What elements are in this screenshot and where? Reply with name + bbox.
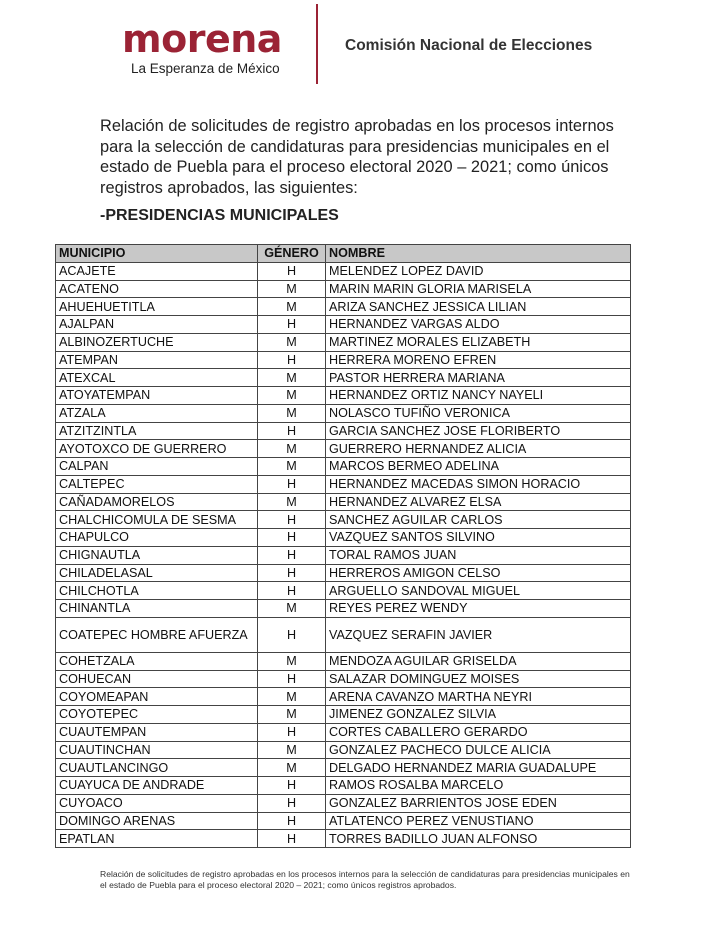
table-row (56, 298, 631, 316)
table-row (56, 777, 631, 795)
cell-nombre: HERREROS AMIGON CELSO (326, 564, 631, 582)
cell-genero: H (258, 511, 326, 529)
cell-nombre: VAZQUEZ SANTOS SILVINO (326, 529, 631, 547)
cell-nombre: REYES PEREZ WENDY (326, 600, 631, 618)
table-row (56, 422, 631, 440)
cell-genero: M (258, 333, 326, 351)
cell-municipio: EPATLAN (56, 830, 258, 848)
cell-nombre: PASTOR HERRERA MARIANA (326, 369, 631, 387)
table-header-row (56, 245, 631, 263)
cell-nombre: ATLATENCO PEREZ VENUSTIANO (326, 812, 631, 830)
cell-nombre: ARIZA SANCHEZ JESSICA LILIAN (326, 298, 631, 316)
cell-municipio: AJALPAN (56, 316, 258, 334)
cell-genero: M (258, 759, 326, 777)
table-row (56, 794, 631, 812)
table-row (56, 546, 631, 564)
cell-genero: H (258, 262, 326, 280)
cell-nombre: ARGUELLO SANDOVAL MIGUEL (326, 582, 631, 600)
table-row (56, 617, 631, 652)
table-row (56, 670, 631, 688)
table-row (56, 688, 631, 706)
cell-nombre: GONZALEZ PACHECO DULCE ALICIA (326, 741, 631, 759)
cell-municipio: CHALCHICOMULA DE SESMA (56, 511, 258, 529)
cell-nombre: JIMENEZ GONZALEZ SILVIA (326, 706, 631, 724)
cell-nombre: MARTINEZ MORALES ELIZABETH (326, 333, 631, 351)
table-body (56, 262, 631, 847)
cell-genero: M (258, 741, 326, 759)
cell-municipio: AHUEHUETITLA (56, 298, 258, 316)
cell-nombre: CORTES CABALLERO GERARDO (326, 723, 631, 741)
cell-genero: H (258, 422, 326, 440)
table-row (56, 316, 631, 334)
cell-genero: H (258, 351, 326, 369)
cell-municipio: AYOTOXCO DE GUERRERO (56, 440, 258, 458)
cell-nombre: HERNANDEZ MACEDAS SIMON HORACIO (326, 475, 631, 493)
cell-nombre: MELENDEZ LOPEZ DAVID (326, 262, 631, 280)
organization-name: Comisión Nacional de Elecciones (345, 37, 593, 54)
cell-nombre: MARIN MARIN GLORIA MARISELA (326, 280, 631, 298)
cell-nombre: GARCIA SANCHEZ JOSE FLORIBERTO (326, 422, 631, 440)
table-row (56, 280, 631, 298)
cell-genero: M (258, 688, 326, 706)
table-row (56, 600, 631, 618)
cell-nombre: VAZQUEZ SERAFIN JAVIER (326, 617, 631, 652)
cell-nombre: SALAZAR DOMINGUEZ MOISES (326, 670, 631, 688)
footer-note: Relación de solicitudes de registro aprobadas en los procesos internos para la selección de candidaturas para presidencias municipales en el estado de Puebla para el proceso electoral 2020 – 2021; como únicos registros aprobados. (100, 869, 630, 890)
cell-genero: M (258, 298, 326, 316)
cell-municipio: CHIGNAUTLA (56, 546, 258, 564)
table-row (56, 830, 631, 848)
cell-municipio: ATOYATEMPAN (56, 387, 258, 405)
header-divider (316, 4, 318, 84)
table-row (56, 564, 631, 582)
table-row (56, 333, 631, 351)
cell-nombre: HERNANDEZ VARGAS ALDO (326, 316, 631, 334)
cell-municipio: COATEPEC HOMBRE AFUERZA (56, 617, 258, 652)
cell-municipio: DOMINGO ARENAS (56, 812, 258, 830)
logo-tagline: La Esperanza de México (131, 61, 280, 76)
cell-genero: M (258, 404, 326, 422)
cell-municipio: CHAPULCO (56, 529, 258, 547)
cell-municipio: ACATENO (56, 280, 258, 298)
cell-genero: M (258, 280, 326, 298)
cell-genero: H (258, 670, 326, 688)
cell-nombre: MENDOZA AGUILAR GRISELDA (326, 652, 631, 670)
cell-nombre: GONZALEZ BARRIENTOS JOSE EDEN (326, 794, 631, 812)
cell-municipio: ATZITZINTLA (56, 422, 258, 440)
cell-municipio: COHUECAN (56, 670, 258, 688)
cell-municipio: CUYOACO (56, 794, 258, 812)
cell-nombre: NOLASCO TUFIÑO VERONICA (326, 404, 631, 422)
intro-paragraph: Relación de solicitudes de registro aprobadas en los procesos internos para la selección de candidaturas para presidencias municipales en el estado de Puebla para el proceso electoral 2020 – 2021; como únicos registros aprobados, las siguientes: (100, 117, 614, 197)
table-row (56, 404, 631, 422)
table-row (56, 262, 631, 280)
cell-municipio: CUAYUCA DE ANDRADE (56, 777, 258, 795)
cell-genero: H (258, 582, 326, 600)
cell-municipio: ATEMPAN (56, 351, 258, 369)
cell-municipio: ATEXCAL (56, 369, 258, 387)
cell-nombre: TORRES BADILLO JUAN ALFONSO (326, 830, 631, 848)
table-row (56, 723, 631, 741)
cell-nombre: HERNANDEZ ORTIZ NANCY NAYELI (326, 387, 631, 405)
section-title: -PRESIDENCIAS MUNICIPALES (100, 207, 339, 224)
cell-municipio: CUAUTLANCINGO (56, 759, 258, 777)
header-nombre: NOMBRE (326, 245, 631, 263)
cell-genero: H (258, 475, 326, 493)
cell-municipio: CUAUTEMPAN (56, 723, 258, 741)
table-row (56, 493, 631, 511)
cell-genero: H (258, 830, 326, 848)
cell-nombre: HERNANDEZ ALVAREZ ELSA (326, 493, 631, 511)
cell-nombre: HERRERA MORENO EFREN (326, 351, 631, 369)
table-row (56, 582, 631, 600)
cell-municipio: ACAJETE (56, 262, 258, 280)
cell-municipio: CALTEPEC (56, 475, 258, 493)
header-municipio: MUNICIPIO (56, 245, 258, 263)
cell-genero: M (258, 458, 326, 476)
cell-municipio: CALPAN (56, 458, 258, 476)
cell-genero: M (258, 652, 326, 670)
cell-municipio: COYOMEAPAN (56, 688, 258, 706)
cell-nombre: TORAL RAMOS JUAN (326, 546, 631, 564)
cell-municipio: COHETZALA (56, 652, 258, 670)
page-header (0, 0, 725, 90)
cell-municipio: COYOTEPEC (56, 706, 258, 724)
cell-genero: M (258, 440, 326, 458)
table-row (56, 511, 631, 529)
cell-genero: M (258, 493, 326, 511)
cell-genero: M (258, 387, 326, 405)
cell-genero: H (258, 812, 326, 830)
table-row (56, 369, 631, 387)
cell-municipio: CHINANTLA (56, 600, 258, 618)
cell-nombre: RAMOS ROSALBA MARCELO (326, 777, 631, 795)
cell-nombre: SANCHEZ AGUILAR CARLOS (326, 511, 631, 529)
cell-genero: M (258, 706, 326, 724)
table-row (56, 652, 631, 670)
table-row (56, 440, 631, 458)
cell-genero: M (258, 600, 326, 618)
cell-municipio: CUAUTINCHAN (56, 741, 258, 759)
candidates-table (55, 244, 631, 848)
table-row (56, 458, 631, 476)
cell-genero: H (258, 777, 326, 795)
cell-nombre: MARCOS BERMEO ADELINA (326, 458, 631, 476)
cell-municipio: ATZALA (56, 404, 258, 422)
cell-nombre: ARENA CAVANZO MARTHA NEYRI (326, 688, 631, 706)
table-row (56, 475, 631, 493)
cell-nombre: GUERRERO HERNANDEZ ALICIA (326, 440, 631, 458)
table-row (56, 529, 631, 547)
cell-genero: H (258, 723, 326, 741)
cell-municipio: CAÑADAMORELOS (56, 493, 258, 511)
cell-genero: H (258, 617, 326, 652)
table-row (56, 812, 631, 830)
table-row (56, 706, 631, 724)
table-row (56, 759, 631, 777)
cell-genero: H (258, 529, 326, 547)
table-row (56, 741, 631, 759)
cell-nombre: DELGADO HERNANDEZ MARIA GUADALUPE (326, 759, 631, 777)
morena-logo: morena (122, 17, 282, 61)
cell-genero: M (258, 369, 326, 387)
cell-genero: H (258, 794, 326, 812)
cell-genero: H (258, 564, 326, 582)
cell-municipio: ALBINOZERTUCHE (56, 333, 258, 351)
cell-municipio: CHILADELASAL (56, 564, 258, 582)
table-row (56, 351, 631, 369)
cell-genero: H (258, 546, 326, 564)
header-genero: GÉNERO (258, 245, 326, 263)
cell-municipio: CHILCHOTLA (56, 582, 258, 600)
cell-genero: H (258, 316, 326, 334)
table-row (56, 387, 631, 405)
